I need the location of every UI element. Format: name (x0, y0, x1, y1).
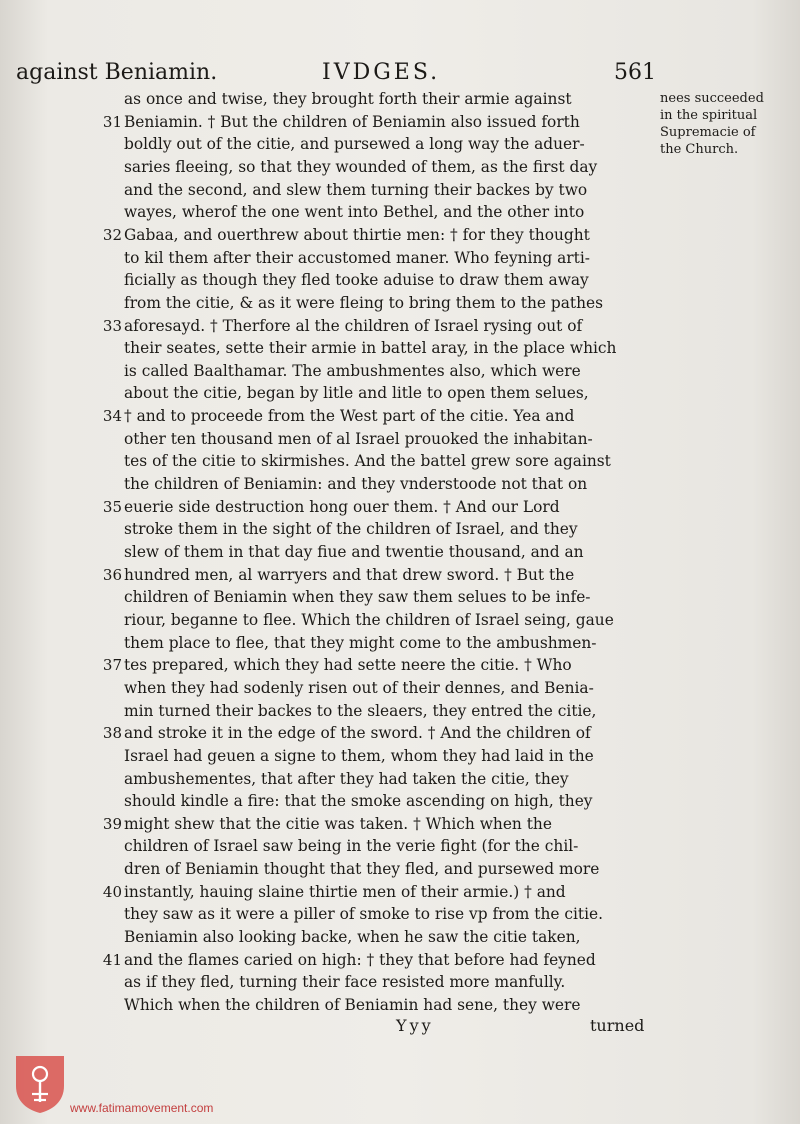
text-line: children of Beniamin when they saw them selues to be infe- (124, 588, 591, 607)
text-line: to kil them after their accustomed maner. Who feyning arti- (124, 248, 590, 267)
text-line: min turned their backes to the sleaers, they entred the citie, (124, 701, 597, 720)
book-title: IVDGES. (322, 60, 441, 85)
text-line: tes of the citie to skirmishes. And the battel grew sore against (124, 452, 611, 471)
verse-number: 41 (102, 950, 122, 969)
text-line: about the citie, began by litle and litle to open them selues, (124, 384, 589, 403)
verse-number: 33 (102, 316, 122, 335)
verse-number: 39 (102, 814, 122, 833)
verse-number: 40 (102, 882, 122, 901)
text-line: † and to proceede from the West part of the citie. Yea and (124, 407, 575, 426)
text-line: children of Israel saw being in the verie fight (for the chil- (124, 837, 579, 856)
header-left: against Beniamin. (16, 60, 218, 85)
text-line: saries fleeing, so that they wounded of them, as the first day (124, 157, 598, 176)
text-line: their seates, sette their armie in battel aray, in the place which (124, 339, 617, 358)
text-line: dren of Beniamin thought that they fled, and pursewed more (124, 860, 600, 879)
verse-number: 35 (102, 497, 122, 516)
text-line: and the second, and slew them turning their backes by two (124, 180, 588, 199)
verse-number: 32 (102, 225, 122, 244)
verse-number: 34 (102, 407, 122, 426)
text-line: ficially as though they fled tooke aduise to draw them away (124, 271, 589, 290)
text-line: slew of them in that day fiue and twentie thousand, and an (124, 543, 584, 561)
text-line: the children of Beniamin: and they vnderstoode not that on (124, 475, 588, 494)
text-line: Gabaa, and ouerthrew about thirtie men: † for they thought (124, 225, 590, 244)
verse-number: 38 (102, 724, 122, 743)
signature-mark: Yyy (396, 1016, 434, 1035)
text-line: they saw as it were a piller of smoke to rise vp from the citie. (124, 905, 604, 924)
text-line: Israel had geuen a signe to them, whom they had laid in the (124, 746, 594, 765)
text-line: is called Baalthamar. The ambushmentes also, which were (124, 361, 581, 380)
text-line: should kindle a fire: that the smoke ascending on high, they (124, 792, 593, 811)
text-line: boldly out of the citie, and pursewed a long way the aduer- (124, 135, 585, 154)
text-line: and stroke it in the edge of the sword. † And the children of (124, 724, 591, 743)
verse-number: 37 (102, 656, 122, 675)
margin-note: nees succeeded in the spiritual Supremacie of the Church. (660, 91, 764, 157)
text-line: riour, beganne to flee. Which the children of Israel seing, gaue (124, 610, 614, 629)
text-line: aforesayd. † Therfore al the children of Israel rysing out of (124, 316, 583, 335)
text-line: as if they fled, turning their face resisted more manfully. (124, 973, 566, 992)
text-line: ambushementes, that after they had taken the citie, they (124, 769, 569, 788)
text-line: Beniamin. † But the children of Beniamin also issued forth (124, 112, 580, 131)
verse-number: 31 (102, 112, 122, 131)
running-header (16, 60, 656, 88)
text-line: other ten thousand men of al Israel prouoked the inhabitan- (124, 429, 593, 448)
text-line: might shew that the citie was taken. † Which when the (124, 814, 552, 833)
papal-seal-icon (12, 1052, 68, 1114)
verse-number: 36 (102, 565, 122, 584)
text-line: wayes, wherof the one went into Bethel, and the other into (124, 203, 585, 222)
text-line: instantly, hauing slaine thirtie men of their armie.) † and (124, 882, 566, 901)
text-line: from the citie, & as it were fleing to bring them to the pathes (124, 293, 603, 312)
watermark-link[interactable]: www.fatimamovement.com (70, 1101, 214, 1115)
text-line: euerie side destruction hong ouer them. † And our Lord (124, 497, 560, 516)
text-line: hundred men, al warryers and that drew sword. † But the (124, 565, 575, 584)
text-line: Which when the children of Beniamin had sene, they were (124, 996, 581, 1014)
text-line: tes prepared, which they had sette neere the citie. † Who (124, 656, 572, 675)
catchword: turned (590, 1016, 645, 1035)
text-line: stroke them in the sight of the children of Israel, and they (124, 520, 578, 539)
text-line: as once and twise, they brought forth their armie against (124, 90, 572, 108)
text-line: Beniamin also looking backe, when he saw the citie taken, (124, 928, 581, 947)
text-line: when they had sodenly risen out of their dennes, and Benia- (124, 678, 594, 697)
text-line: them place to flee, that they might come to the ambushmen- (124, 633, 597, 652)
text-line: and the flames caried on high: † they that before had feyned (124, 950, 596, 969)
page-number: 561 (614, 60, 656, 85)
